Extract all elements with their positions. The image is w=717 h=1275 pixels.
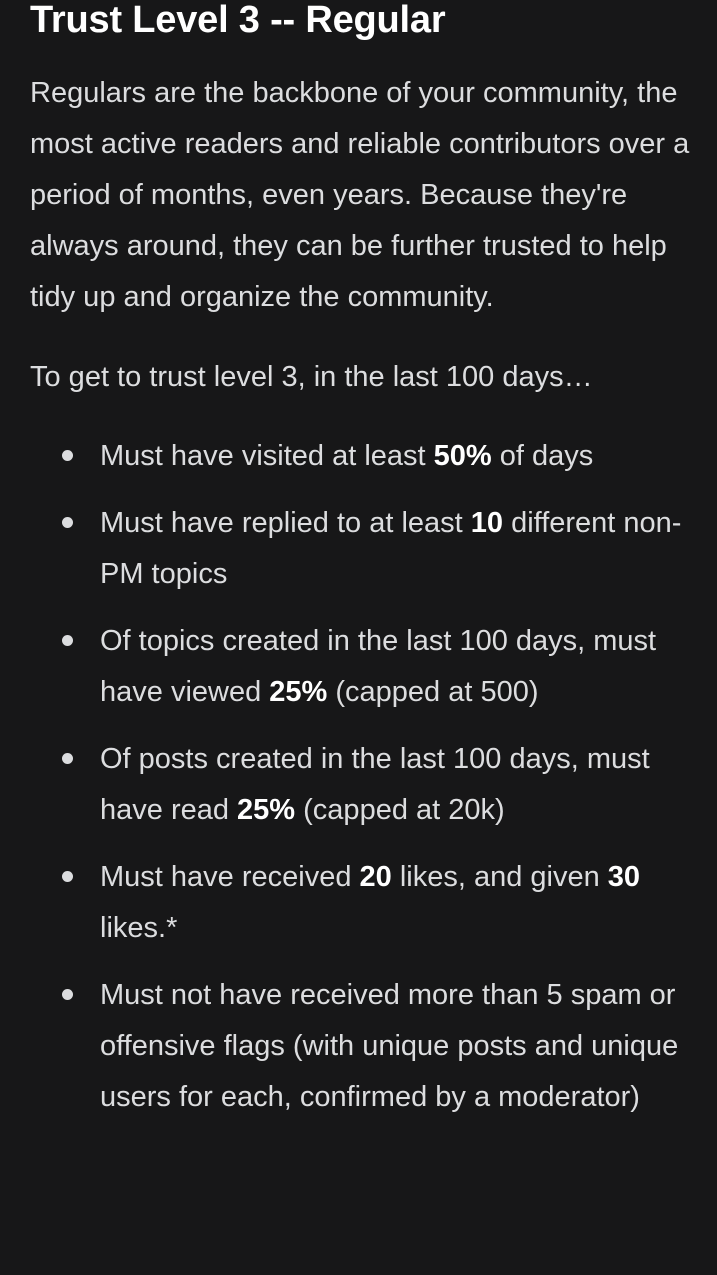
bullet-icon <box>62 989 73 1000</box>
bullet-icon <box>62 450 73 461</box>
bullet-icon <box>62 753 73 764</box>
section-heading: Trust Level 3 -- Regular <box>30 0 446 41</box>
requirement-item: Must have received 20 likes, and given 30 likes.* <box>30 852 697 954</box>
requirement-item: Must have replied to at least 10 different non-PM topics <box>30 498 697 600</box>
requirement-item: Must have visited at least 50% of days <box>30 431 697 482</box>
bullet-icon <box>62 871 73 882</box>
requirement-item: Of posts created in the last 100 days, must have read 25% (capped at 20k) <box>30 734 697 836</box>
requirement-item: Must not have received more than 5 spam or offensive flags (with unique posts and unique users for each, confirmed by a moderator) <box>30 970 697 1123</box>
requirements-list <box>30 431 697 1123</box>
bullet-icon <box>62 635 73 646</box>
bullet-icon <box>62 517 73 528</box>
intro-paragraph: Regulars are the backbone of your community, the most active readers and reliable contributors over a period of months, even years. Because they're always around, they can be further trusted to help tidy up and organize the community. <box>30 77 690 313</box>
requirements-lead: To get to trust level 3, in the last 100 days… <box>30 361 593 393</box>
requirement-item: Of topics created in the last 100 days, must have viewed 25% (capped at 500) <box>30 616 697 718</box>
